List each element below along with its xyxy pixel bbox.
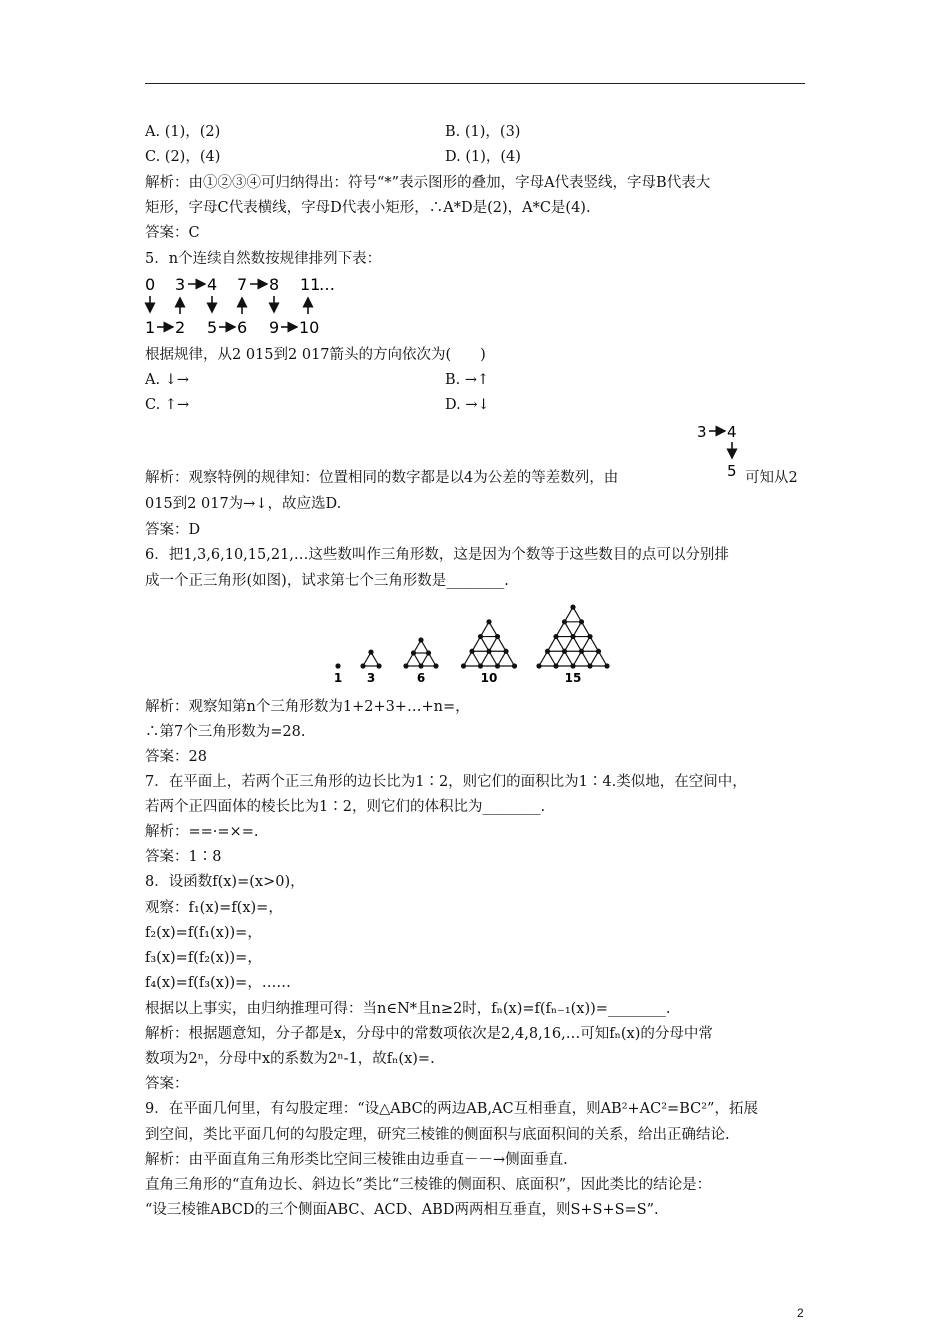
triangle-dot	[596, 649, 601, 654]
q5-option-d: D. →↓	[445, 397, 490, 413]
triangle-dot	[570, 663, 575, 668]
q8-observe-4: f₄(x)=f(f₃(x))=，……	[145, 975, 291, 991]
triangle-dot	[469, 649, 474, 654]
q6-label-3: 3	[366, 671, 376, 685]
triangle-dot	[368, 650, 373, 655]
q5-bottom-10: 10	[299, 318, 320, 337]
q6-analysis-line1: 解析：观察知第n个三角形数为1+2+3+…+n=，	[145, 699, 470, 715]
q5-bottom-2: 2	[175, 318, 186, 337]
triangle-dot	[418, 637, 423, 642]
q8-observe-2: f₂(x)=f(f₁(x))=，	[145, 925, 262, 941]
triangle-dot	[495, 634, 500, 639]
triangle-dot	[478, 663, 483, 668]
triangle-dot	[579, 619, 584, 624]
q5-bottom-9: 9	[269, 318, 280, 337]
q4-option-d: D. (1)，(4)	[445, 149, 521, 165]
triangle-dot	[604, 663, 609, 668]
q6-label-6: 6	[416, 671, 426, 685]
q6-stem-line2: 成一个正三角形(如图)，试求第七个三角形数是________.	[145, 573, 509, 589]
triangle-dot	[486, 649, 491, 654]
header-rule	[145, 83, 805, 84]
triangle-dot	[376, 663, 381, 668]
triangle-dot	[570, 634, 575, 639]
q6-stem-line1: 6．把1,3,6,10,15,21,…这些数叫作三角形数，这是因为个数等于这些数目的点可以分别排	[145, 547, 729, 563]
triangle-dot	[418, 663, 423, 668]
q5-mini-4: 4	[727, 423, 737, 441]
q5-top-0: 0	[145, 275, 156, 294]
q5-mini-3: 3	[697, 423, 707, 441]
q5-mini-5: 5	[727, 462, 737, 480]
q5-analysis-line1b: 可知从2	[745, 470, 798, 486]
triangle-dot	[553, 663, 558, 668]
q6-triangle-numbers-figure	[330, 596, 620, 688]
triangle-dot	[495, 663, 500, 668]
triangle-dot	[562, 649, 567, 654]
q5-top-3: 3	[175, 275, 186, 294]
triangle-dot	[411, 650, 416, 655]
q5-bottom-6: 6	[237, 318, 248, 337]
triangle-dot	[486, 619, 491, 624]
q5-mini-arrow-figure	[694, 420, 744, 482]
triangle-dot	[433, 663, 438, 668]
q5-option-b: B. →↑	[445, 372, 490, 388]
q5-bottom-5: 5	[207, 318, 218, 337]
q5-stem: 5．n个连续自然数按规律排列下表：	[145, 251, 382, 267]
q5-top-11: 11	[300, 275, 321, 294]
q9-stem-line1: 9．在平面几何里，有勾股定理：“设△ABC的两边AB,AC互相垂直，则AB²+AC²=BC²”，拓展	[145, 1101, 758, 1117]
triangle-dot	[536, 663, 541, 668]
q6-answer: 答案：28	[145, 749, 207, 765]
q8-conclusion: 根据以上事实，由归纳推理可得：当n∈N*且n≥2时，fₙ(x)=f(fₙ₋₁(x))=________.	[145, 1001, 671, 1017]
triangle-dot	[503, 649, 508, 654]
q5-number-arrow-figure	[140, 272, 360, 342]
q5-option-a: A. ↓→	[145, 372, 189, 388]
triangle-dot	[403, 663, 408, 668]
triangle-dot	[587, 663, 592, 668]
q7-stem-line1: 7．在平面上，若两个正三角形的边长比为1∶2，则它们的面积比为1∶4.类似地，在空间中，	[145, 774, 747, 790]
page-number: 2	[797, 1306, 804, 1320]
q8-answer: 答案：	[145, 1076, 189, 1092]
triangle-dot	[360, 663, 365, 668]
q9-stem-line2: 到空间，类比平面几何的勾股定理，研究三棱锥的侧面积与底面积间的关系，给出正确结论.	[145, 1127, 730, 1143]
q6-label-1: 1	[333, 671, 343, 685]
q5-top-ellipsis: …	[319, 275, 335, 294]
q8-observe-3: f₃(x)=f(f₂(x))=，	[145, 950, 262, 966]
triangle-dot	[461, 663, 466, 668]
triangle-dot	[587, 634, 592, 639]
triangle-dot	[553, 634, 558, 639]
q4-option-b: B. (1)，(3)	[445, 124, 521, 140]
triangle-dot	[545, 649, 550, 654]
q7-analysis: 解析：==·=×=.	[145, 824, 259, 840]
triangle-dot	[570, 605, 575, 610]
triangle-dot	[579, 649, 584, 654]
triangle-dot	[426, 650, 431, 655]
q5-top-8: 8	[269, 275, 280, 294]
triangle-dot	[335, 663, 340, 668]
triangle-dot	[478, 634, 483, 639]
q9-analysis-line3: “设三棱锥ABCD的三个侧面ABC、ACD、ABD两两相互垂直，则S+S+S=S”.	[145, 1202, 659, 1218]
q7-stem-line2: 若两个正四面体的棱长比为1∶2，则它们的体积比为________.	[145, 799, 546, 815]
q4-analysis-line2: 矩形，字母C代表横线，字母D代表小矩形，∴A*D是(2)，A*C是(4).	[145, 200, 591, 216]
q7-answer: 答案：1∶8	[145, 849, 222, 865]
triangle-dot	[512, 663, 517, 668]
q4-option-a: A. (1)，(2)	[145, 124, 221, 140]
q5-question: 根据规律，从2 015到2 017箭头的方向依次为( )	[145, 347, 486, 363]
triangle-dot	[562, 619, 567, 624]
q5-analysis-line1a: 解析：观察特例的规律知：位置相同的数字都是以4为公差的等差数列，由	[145, 470, 619, 486]
q5-top-7: 7	[237, 275, 248, 294]
q8-analysis-line1: 解析：根据题意知，分子都是x，分母中的常数项依次是2,4,8,16,…可知fₙ(x)的分母中常	[145, 1026, 713, 1042]
q5-analysis-line2: 015到2 017为→↓，故应选D.	[145, 496, 342, 512]
q9-analysis-line1: 解析：由平面直角三角形类比空间三棱锥由边垂直－－→侧面垂直.	[145, 1152, 568, 1168]
q9-analysis-line2: 直角三角形的“直角边长、斜边长”类比“三棱锥的侧面积、底面积”，因此类比的结论是：	[145, 1177, 712, 1193]
q4-analysis-line1: 解析：由①②③④可归纳得出：符号“*”表示图形的叠加，字母A代表竖线，字母B代表大	[145, 175, 711, 191]
q5-top-4: 4	[207, 275, 218, 294]
q4-answer: 答案：C	[145, 225, 200, 241]
q6-analysis-line2: ∴第7个三角形数为=28.	[145, 724, 306, 740]
q5-answer: 答案：D	[145, 522, 201, 538]
q5-option-c: C. ↑→	[145, 397, 190, 413]
q8-analysis-line2: 数项为2ⁿ，分母中x的系数为2ⁿ-1，故fₙ(x)=.	[145, 1051, 435, 1067]
q5-bottom-1: 1	[145, 318, 156, 337]
q6-label-15: 15	[564, 671, 582, 685]
q6-label-10: 10	[480, 671, 498, 685]
q8-stem: 8．设函数f(x)=(x>0)，	[145, 874, 305, 890]
q4-option-c: C. (2)，(4)	[145, 149, 221, 165]
q8-observe-1: 观察：f₁(x)=f(x)=，	[145, 900, 283, 916]
